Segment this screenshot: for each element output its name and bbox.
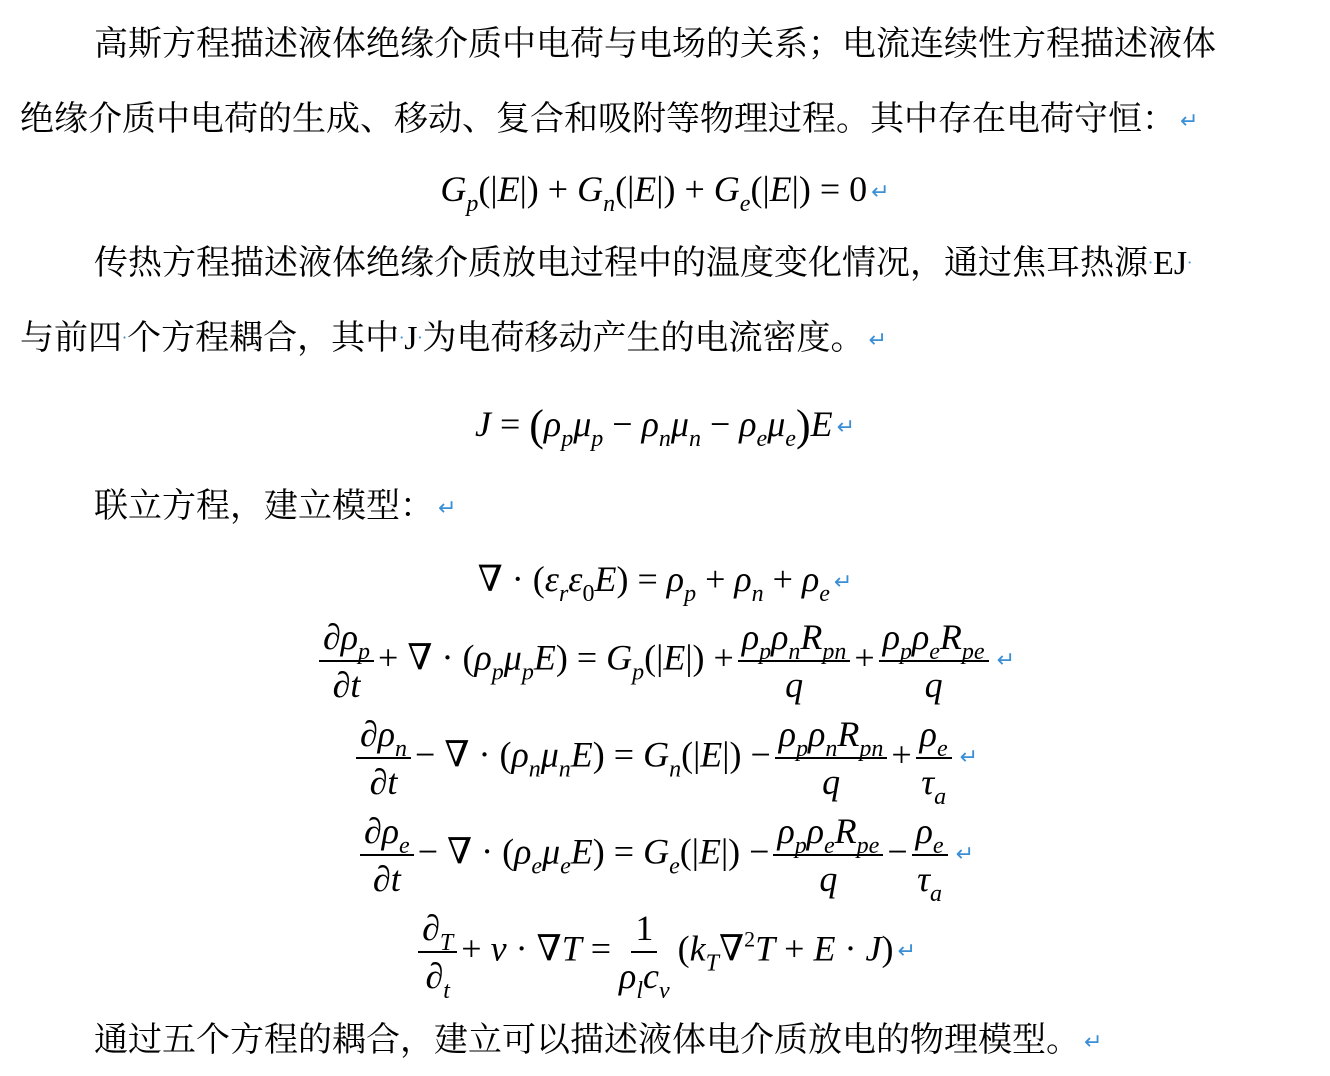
space-dot-icon: · — [122, 328, 128, 347]
joule-symbol: EJ — [1153, 245, 1188, 282]
current-symbol: J — [404, 320, 418, 357]
equation-current-density: $J = (\rho_p\mu_p - \rho_n\mu_n - \rho_e\mu_e)E$ ↵ — [474, 401, 856, 452]
space-dot-icon: · — [399, 328, 405, 347]
equation-negative-continuity: $\frac{\partial\rho_n}{\partial t}$ − ∇ · $(\rho_n\mu_nE) = G_n(|E|)$ − $\frac{\rho_p\rho_nR_{pn}}{q}$ + $\frac{\rho_e}{\tau_a}$ ↵ — [0, 715, 1330, 801]
paragraph-mark-icon: ↵ — [955, 842, 975, 868]
equation-heat: $\frac{\partial_T}{\partial_t}$ + v · ∇T = $\frac{1}{\rho_lc_v}$ $(k_T\nabla^2T + E \cdot J)$ ↵ — [0, 909, 1330, 995]
paragraph-2-line-1 — [94, 243, 1330, 284]
p1-text-2: 绝缘介质中电荷的生成、移动、复合和吸附等物理过程。其中存在电荷守恒： — [20, 99, 1176, 139]
equation-electron-continuity: $\frac{\partial\rho_e}{\partial t}$ − ∇ · $(\rho_e\mu_eE) = G_e(|E|)$ − $\frac{\rho_p\rho_eR_{pe}}{q}$ − $\frac{\rho_e}{\tau_a}$ ↵ — [0, 812, 1330, 898]
equation-gauss: ∇ · $(\varepsilon_r\varepsilon_0E) = \rho_p + \rho_n + \rho_e$ ↵ — [477, 559, 853, 607]
paragraph-mark-icon: ↵ — [1180, 109, 1199, 134]
paragraph-3 — [94, 486, 1330, 529]
p2-text-2c: 为电荷移动产生的电流密度。 — [422, 318, 865, 358]
paragraph-mark-icon: ↵ — [833, 570, 853, 595]
paragraph-mark-icon: ↵ — [836, 415, 856, 440]
equation-charge-conservation: $G_p(|E|) + G_n(|E|) + G_e(|E|) = 0$ ↵ — [440, 169, 890, 217]
paragraph-mark-icon: ↵ — [996, 648, 1016, 674]
paragraph-mark-icon: ↵ — [871, 180, 890, 205]
paragraph-mark-icon: ↵ — [1084, 1030, 1103, 1055]
paragraph-1-line-2 — [20, 99, 1330, 142]
space-dot-icon: · — [417, 328, 423, 347]
p4-text: 通过五个方程的耦合，建立可以描述液体电介质放电的物理模型。 — [94, 1020, 1080, 1060]
p2-text-2b: 个方程耦合，其中 — [127, 318, 400, 358]
paragraph-mark-icon: ↵ — [868, 328, 887, 353]
p2-text-1: 传热方程描述液体绝缘介质放电过程中的温度变化情况，通过焦耳热源 — [94, 243, 1148, 283]
paragraph-2-line-2 — [20, 318, 1330, 361]
p2-text-2a: 与前四 — [20, 318, 122, 358]
p1-text-1: 高斯方程描述液体绝缘介质中电荷与电场的关系；电流连续性方程描述液体 — [94, 24, 1216, 64]
space-dot-icon: · — [1187, 253, 1193, 272]
p3-text: 联立方程，建立模型： — [94, 486, 434, 526]
paragraph-1-line-1 — [94, 24, 1330, 64]
paragraph-mark-icon: ↵ — [438, 496, 457, 521]
paragraph-4 — [94, 1020, 1330, 1063]
equation-positive-continuity: $\frac{\partial\rho_p}{\partial t}$ + ∇ · $(\rho_p\mu_pE) = G_p(|E|)$ + $\frac{\rho_p\rho_nR_{pn}}{q}$ + $\frac{\rho_p\rho_eR_{pe}}{q}$ ↵ — [0, 618, 1330, 704]
space-dot-icon: · — [1148, 253, 1154, 272]
paragraph-mark-icon: ↵ — [959, 745, 979, 771]
paragraph-mark-icon: ↵ — [897, 939, 916, 965]
